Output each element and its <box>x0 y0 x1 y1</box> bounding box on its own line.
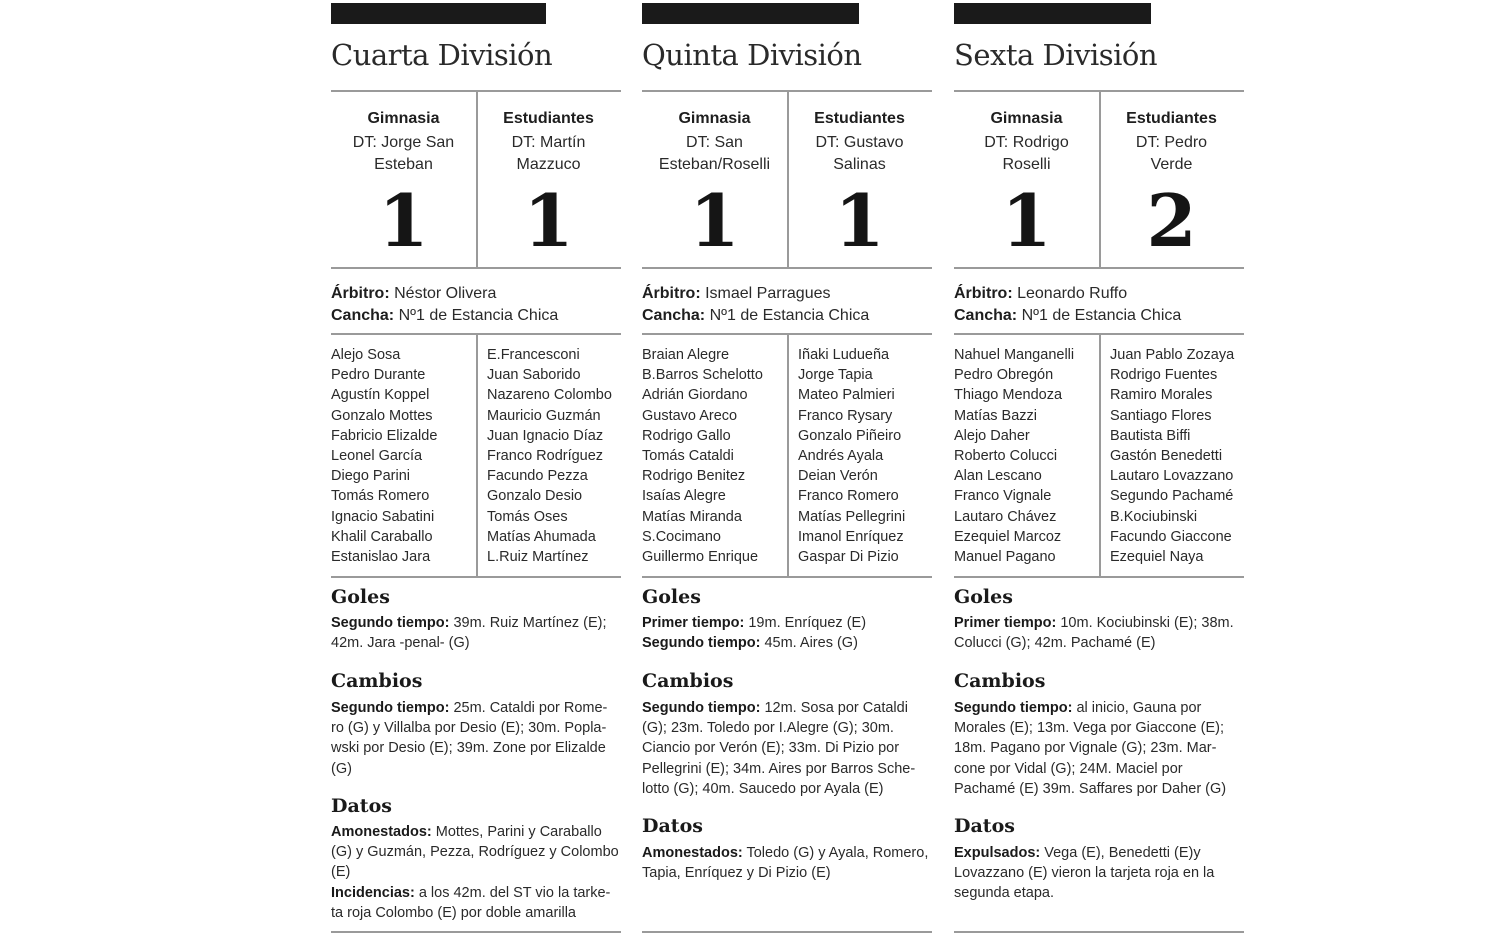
player: Santiago Flores <box>1110 407 1212 424</box>
coach-line: Esteban/Roselli <box>658 156 771 173</box>
player: Guillermo Enrique <box>642 549 759 566</box>
text-line: (G) <box>331 760 352 777</box>
division-title: Quinta División <box>642 38 862 72</box>
home-team <box>954 92 1099 267</box>
changes-text <box>954 698 1254 799</box>
coach-line: Esteban <box>374 156 433 173</box>
text-line <box>331 698 631 718</box>
field: Nº1 de Estancia Chica <box>1021 307 1182 324</box>
goals-heading: Goles <box>331 586 390 608</box>
text-line <box>642 698 942 718</box>
referee-line <box>642 283 932 305</box>
player: Diego Parini <box>331 468 410 485</box>
changes-heading: Cambios <box>642 670 734 692</box>
text-span: 12m. Sosa por Cataldi <box>760 700 908 716</box>
division-title: Cuarta División <box>331 38 553 72</box>
data-label: Incidencias: <box>331 884 415 901</box>
player: Juan Ignacio Díaz <box>487 427 604 444</box>
field-line <box>954 305 1244 327</box>
player: Segundo Pachamé <box>1110 488 1234 505</box>
player: Lautaro Chávez <box>954 508 1057 525</box>
player: Tomás Oses <box>487 508 568 525</box>
divider <box>642 267 932 269</box>
home-lineup <box>642 345 787 567</box>
player: Ignacio Sabatini <box>331 508 435 525</box>
coach-line: Salinas <box>833 156 886 173</box>
coach <box>795 132 924 176</box>
text-line: lotto (G); 40m. Saucedo por Ayala (E) <box>642 780 884 797</box>
division-column-cuarta <box>331 0 621 937</box>
header-bar <box>954 3 1151 24</box>
text-line: Colucci (G); 42m. Pachamé (E) <box>954 635 1156 652</box>
text-line <box>642 843 942 863</box>
player: Gonzalo Mottes <box>331 407 433 424</box>
player: Rodrigo Gallo <box>642 427 731 444</box>
score: 1 <box>523 178 574 263</box>
field-label: Cancha: <box>331 307 395 324</box>
text-line: ro (G) y Villalba por Desio (E); 30m. Popla- <box>331 720 607 737</box>
coach-line: DT: Rodrigo <box>984 134 1069 151</box>
away-lineup <box>487 345 632 567</box>
text-span: 39m. Ruiz Martínez (E); <box>449 615 607 631</box>
text-line: Ciancio por Verón (E); 33m. Di Pizio por <box>642 740 900 757</box>
player: Roberto Colucci <box>954 448 1058 465</box>
changes-text <box>331 698 631 779</box>
player: Imanol Enríquez <box>798 528 904 545</box>
player: Agustín Koppel <box>331 387 430 404</box>
text-span: a los 42m. del ST vio la tarke- <box>414 884 611 901</box>
changes-text <box>642 698 942 799</box>
player: Thiago Mendoza <box>954 387 1063 404</box>
away-team <box>787 92 932 267</box>
player: Juan Pablo Zozaya <box>1110 347 1235 363</box>
score: 1 <box>689 178 740 263</box>
player: Bautista Biffi <box>1110 427 1191 444</box>
coach <box>962 132 1091 176</box>
text-line: (G) y Guzmán, Pezza, Rodríguez y Colombo <box>331 844 619 861</box>
field-line <box>331 305 621 327</box>
text-span: 45m. Aires (G) <box>760 635 858 652</box>
data-text <box>642 843 942 883</box>
coach-line: Mazzuco <box>516 156 581 173</box>
referee-label: Árbitro: <box>642 285 701 302</box>
text-line <box>642 613 942 633</box>
coach-line: DT: Gustavo <box>815 134 904 151</box>
coach-line: DT: Pedro <box>1135 134 1208 151</box>
team-name: Estudiantes <box>1126 110 1217 127</box>
coach-line: Verde <box>1150 156 1193 173</box>
goals-text <box>331 613 631 653</box>
referee: Ismael Parragues <box>705 285 831 302</box>
divider <box>954 267 1244 269</box>
text-line: Lovazzano (E) vieron la tarjeta roja en la <box>954 865 1215 882</box>
away-lineup <box>798 345 943 567</box>
home-lineup <box>954 345 1099 567</box>
player: Nahuel Manganelli <box>954 347 1075 363</box>
changes-heading: Cambios <box>331 670 423 692</box>
data-heading: Datos <box>642 815 703 837</box>
vertical-divider <box>476 334 478 577</box>
period-label: Segundo tiempo: <box>954 700 1073 716</box>
coach-line: DT: Jorge San <box>352 134 455 151</box>
player: Gonzalo Desio <box>487 488 583 505</box>
player: Alejo Daher <box>954 427 1030 444</box>
player: Facundo Pezza <box>487 468 588 485</box>
player: Tomás Romero <box>331 488 430 505</box>
text-line: (E) <box>331 864 351 881</box>
player: Matías Miranda <box>642 508 742 525</box>
player: Pedro Durante <box>331 367 426 384</box>
score: 2 <box>1146 178 1197 263</box>
text-line <box>331 883 631 903</box>
division-column-quinta <box>642 0 932 937</box>
data-text <box>331 822 631 923</box>
divider <box>954 576 1244 578</box>
text-span: Vega (E), Benedetti (E)y <box>1040 845 1201 861</box>
coach <box>1107 132 1236 176</box>
team-name: Gimnasia <box>990 110 1063 127</box>
goals-heading: Goles <box>642 586 701 608</box>
player: Jorge Tapia <box>798 367 873 384</box>
text-span: 10m. Kociubinski (E); 38m. <box>1056 615 1234 631</box>
header-bar <box>331 3 546 24</box>
player: Lautaro Lovazzano <box>1110 468 1234 485</box>
division-column-sexta <box>954 0 1244 937</box>
player: Rodrigo Fuentes <box>1110 367 1218 384</box>
home-team <box>331 92 476 267</box>
referee-line <box>331 283 621 305</box>
player: Pedro Obregón <box>954 367 1054 384</box>
player: Khalil Caraballo <box>331 528 433 545</box>
text-span: 25m. Cataldi por Rome- <box>449 700 608 716</box>
score: 1 <box>834 178 885 263</box>
text-line <box>331 613 631 633</box>
player: Isaías Alegre <box>642 488 726 505</box>
coach-line: Roselli <box>1002 156 1051 173</box>
field-label: Cancha: <box>954 307 1018 324</box>
text-line: cone por Vidal (G); 24M. Maciel por <box>954 760 1183 777</box>
player: Ramiro Morales <box>1110 387 1213 404</box>
text-line: segunda etapa. <box>954 885 1054 902</box>
player: L.Ruiz Martínez <box>487 549 589 566</box>
player: Gonzalo Piñeiro <box>798 427 902 444</box>
text-line: wski por Desio (E); 39m. Zone por Elizalde <box>331 740 606 757</box>
coach <box>484 132 613 176</box>
player: Matías Pellegrini <box>798 508 906 525</box>
changes-heading: Cambios <box>954 670 1046 692</box>
text-line <box>954 698 1254 718</box>
referee: Leonardo Ruffo <box>1017 285 1128 302</box>
text-line: ta roja Colombo (E) por doble amarilla <box>331 904 576 921</box>
period-label: Primer tiempo: <box>642 615 745 631</box>
team-name: Gimnasia <box>367 110 440 127</box>
header-bar <box>642 3 859 24</box>
text-span: al inicio, Gauna por <box>1072 700 1202 716</box>
text-line <box>642 633 942 653</box>
referee-line <box>954 283 1244 305</box>
match-info <box>954 283 1244 327</box>
away-lineup <box>1110 345 1255 567</box>
player: Ezequiel Marcoz <box>954 528 1062 545</box>
data-label: Amonestados: <box>331 824 432 840</box>
player: Franco Rysary <box>798 407 893 424</box>
player: Mauricio Guzmán <box>487 407 601 424</box>
scoreboard <box>642 92 932 267</box>
text-span: 19m. Enríquez (E) <box>744 615 867 631</box>
player: Leonel García <box>331 448 423 465</box>
player: Juan Saborido <box>487 367 581 384</box>
referee-label: Árbitro: <box>331 285 390 302</box>
goals-text <box>642 613 942 653</box>
score: 1 <box>1001 178 1052 263</box>
team-name: Estudiantes <box>814 110 905 127</box>
player: Tomás Cataldi <box>642 448 734 465</box>
text-line: Tapia, Enríquez y Di Pizio (E) <box>642 865 831 882</box>
player: Franco Vignale <box>954 488 1052 505</box>
player: S.Cocimano <box>642 528 721 545</box>
player: Gustavo Areco <box>642 407 738 424</box>
match-info <box>642 283 932 327</box>
player: Matías Ahumada <box>487 528 596 545</box>
team-name: Estudiantes <box>503 110 594 127</box>
divider <box>954 931 1244 933</box>
player: Manuel Pagano <box>954 549 1056 566</box>
vertical-divider <box>1099 334 1101 577</box>
data-label: Expulsados: <box>954 845 1041 861</box>
player: Andrés Ayala <box>798 448 884 465</box>
goals-heading: Goles <box>954 586 1013 608</box>
team-name: Gimnasia <box>678 110 751 127</box>
text-line: Morales (E); 13m. Vega por Giaccone (E); <box>954 720 1224 737</box>
data-text <box>954 843 1254 904</box>
player: Facundo Giaccone <box>1110 528 1232 545</box>
text-line: 18m. Pagano por Vignale (G); 23m. Mar- <box>954 740 1217 757</box>
divider <box>642 931 932 933</box>
home-lineup <box>331 345 476 567</box>
player: Alejo Sosa <box>331 347 401 363</box>
text-line <box>954 613 1254 633</box>
coach-line: DT: San <box>686 134 743 151</box>
vertical-divider <box>787 334 789 577</box>
away-team <box>1099 92 1244 267</box>
player: Adrián Giordano <box>642 387 748 404</box>
text-line: Pachamé (E) 39m. Saffares por Daher (G) <box>954 780 1227 797</box>
period-label: Segundo tiempo: <box>331 700 450 716</box>
data-heading: Datos <box>331 795 392 817</box>
coach <box>650 132 779 176</box>
player: Franco Rodríguez <box>487 448 604 465</box>
player: B.Barros Schelotto <box>642 367 763 384</box>
scoreboard <box>331 92 621 267</box>
period-label: Segundo tiempo: <box>331 615 450 631</box>
player: Iñaki Ludueña <box>798 347 890 363</box>
field: Nº1 de Estancia Chica <box>398 307 559 324</box>
period-label: Segundo tiempo: <box>642 700 761 716</box>
data-label: Amonestados: <box>642 845 743 861</box>
player: Alan Lescano <box>954 468 1042 485</box>
player: Matías Bazzi <box>954 407 1037 424</box>
player: Fabricio Elizalde <box>331 427 438 444</box>
score: 1 <box>378 178 429 263</box>
period-label: Primer tiempo: <box>954 615 1057 631</box>
player: Ezequiel Naya <box>1110 549 1204 566</box>
player: Franco Romero <box>798 488 899 505</box>
player: Gaspar Di Pizio <box>798 549 899 566</box>
player: Rodrigo Benitez <box>642 468 746 485</box>
player: Nazareno Colombo <box>487 387 612 404</box>
home-team <box>642 92 787 267</box>
player: E.Francesconi <box>487 347 580 363</box>
player: Braian Alegre <box>642 347 730 363</box>
player: B.Kociubinski <box>1110 508 1198 525</box>
referee-label: Árbitro: <box>954 285 1013 302</box>
coach-line: DT: Martín <box>511 134 586 151</box>
field-label: Cancha: <box>642 307 706 324</box>
divider <box>642 576 932 578</box>
match-info <box>331 283 621 327</box>
player: Mateo Palmieri <box>798 387 895 404</box>
referee: Néstor Olivera <box>394 285 497 302</box>
field: Nº1 de Estancia Chica <box>709 307 870 324</box>
divider <box>331 267 621 269</box>
text-line: 42m. Jara -penal- (G) <box>331 635 470 652</box>
divider <box>331 576 621 578</box>
player: Estanislao Jara <box>331 549 431 566</box>
scoreboard <box>954 92 1244 267</box>
player: Deian Verón <box>798 468 878 485</box>
player: Gastón Benedetti <box>1110 448 1223 465</box>
text-line <box>331 822 631 842</box>
text-line: Pellegrini (E); 34m. Aires por Barros Sche- <box>642 760 916 777</box>
period-label: Segundo tiempo: <box>642 635 761 652</box>
text-line <box>954 843 1254 863</box>
division-title: Sexta División <box>954 38 1158 72</box>
data-heading: Datos <box>954 815 1015 837</box>
goals-text <box>954 613 1254 653</box>
text-line: (G); 23m. Toledo por I.Alegre (G); 30m. <box>642 720 894 737</box>
away-team <box>476 92 621 267</box>
coach <box>339 132 468 176</box>
text-span: Mottes, Parini y Caraballo <box>431 824 602 840</box>
text-span: Toledo (G) y Ayala, Romero, <box>742 845 929 861</box>
divider <box>331 931 621 933</box>
field-line <box>642 305 932 327</box>
